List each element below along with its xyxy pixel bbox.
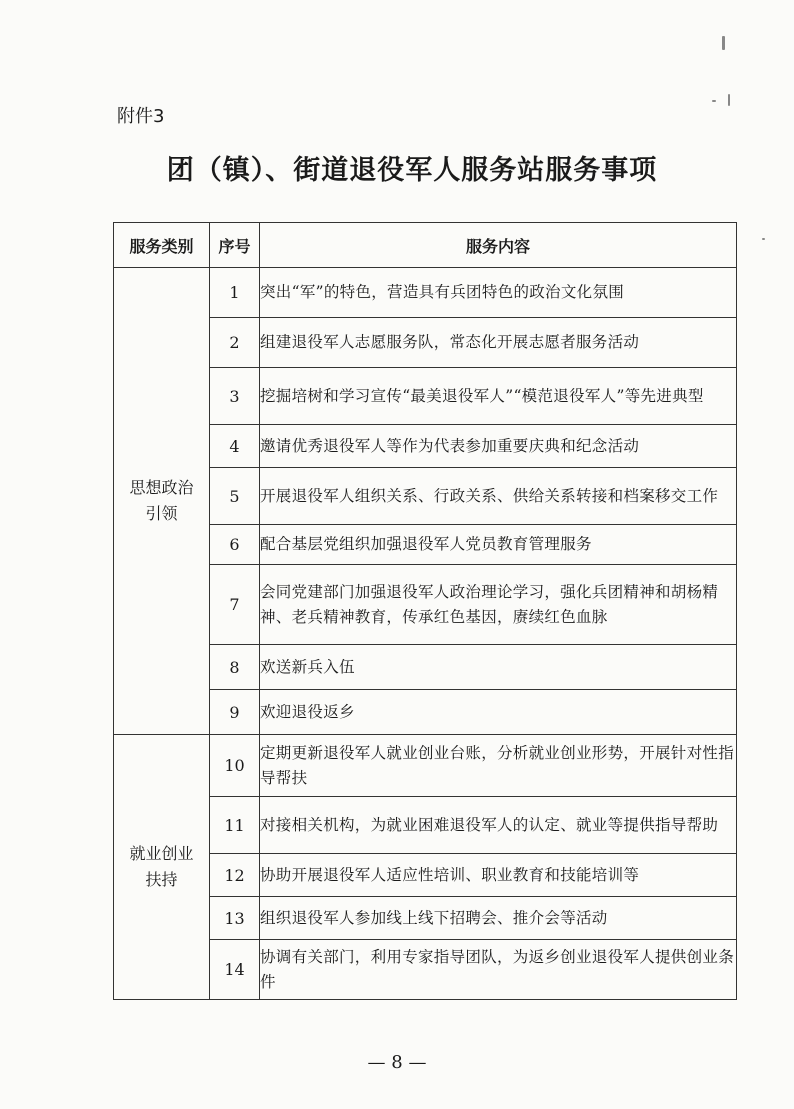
item-number: 4 [210, 425, 260, 468]
page-number: — 8 — [367, 1052, 427, 1073]
item-number: 7 [210, 565, 260, 645]
item-number: 1 [210, 268, 260, 318]
category-label: 引领 [145, 504, 178, 523]
item-number: 9 [210, 690, 260, 735]
attachment-label: 附件3 [117, 106, 165, 127]
service-table [113, 222, 737, 1000]
table-row [114, 735, 737, 797]
item-number: 13 [210, 897, 260, 940]
category-label: 就业创业 [129, 844, 194, 863]
service-content: 协调有关部门，利用专家指导团队，为返乡创业退役军人提供创业条件 [260, 940, 737, 1000]
header-content: 服务内容 [260, 223, 737, 268]
item-number: 12 [210, 854, 260, 897]
service-content: 协助开展退役军人适应性培训、职业教育和技能培训等 [260, 854, 737, 897]
table-body [114, 268, 737, 1000]
service-content: 会同党建部门加强退役军人政治理论学习，强化兵团精神和胡杨精神、老兵精神教育，传承红色基因，赓续红色血脉 [260, 565, 737, 645]
category-cell [114, 268, 210, 735]
scan-mark [722, 36, 725, 50]
service-content: 配合基层党组织加强退役军人党员教育管理服务 [260, 525, 737, 565]
service-content: 挖掘培树和学习宣传“最美退役军人”“模范退役军人”等先进典型 [260, 368, 737, 425]
header-number: 序号 [210, 223, 260, 268]
service-content: 突出“军”的特色，营造具有兵团特色的政治文化氛围 [260, 268, 737, 318]
item-number: 8 [210, 645, 260, 690]
item-number: 5 [210, 468, 260, 525]
item-number: 14 [210, 940, 260, 1000]
service-content: 欢迎退役返乡 [260, 690, 737, 735]
service-content: 欢送新兵入伍 [260, 645, 737, 690]
service-content: 定期更新退役军人就业创业台账，分析就业创业形势，开展针对性指导帮扶 [260, 735, 737, 797]
table-header-row [114, 223, 737, 268]
service-content: 组织退役军人参加线上线下招聘会、推介会等活动 [260, 897, 737, 940]
category-cell [114, 735, 210, 1000]
service-content: 组建退役军人志愿服务队，常态化开展志愿者服务活动 [260, 318, 737, 368]
service-content: 开展退役军人组织关系、行政关系、供给关系转接和档案移交工作 [260, 468, 737, 525]
page-title: 团（镇）、街道退役军人服务站服务事项 [166, 155, 658, 186]
category-label: 扶持 [145, 870, 178, 889]
category-label: 思想政治 [129, 478, 194, 497]
item-number: 2 [210, 318, 260, 368]
item-number: 6 [210, 525, 260, 565]
service-content: 对接相关机构，为就业困难退役军人的认定、就业等提供指导帮助 [260, 797, 737, 854]
item-number: 10 [210, 735, 260, 797]
item-number: 11 [210, 797, 260, 854]
item-number: 3 [210, 368, 260, 425]
header-category: 服务类别 [114, 223, 210, 268]
service-content: 邀请优秀退役军人等作为代表参加重要庆典和纪念活动 [260, 425, 737, 468]
scan-mark [728, 94, 730, 106]
table-row [114, 268, 737, 318]
scan-mark [712, 100, 716, 102]
scan-mark [762, 238, 765, 240]
